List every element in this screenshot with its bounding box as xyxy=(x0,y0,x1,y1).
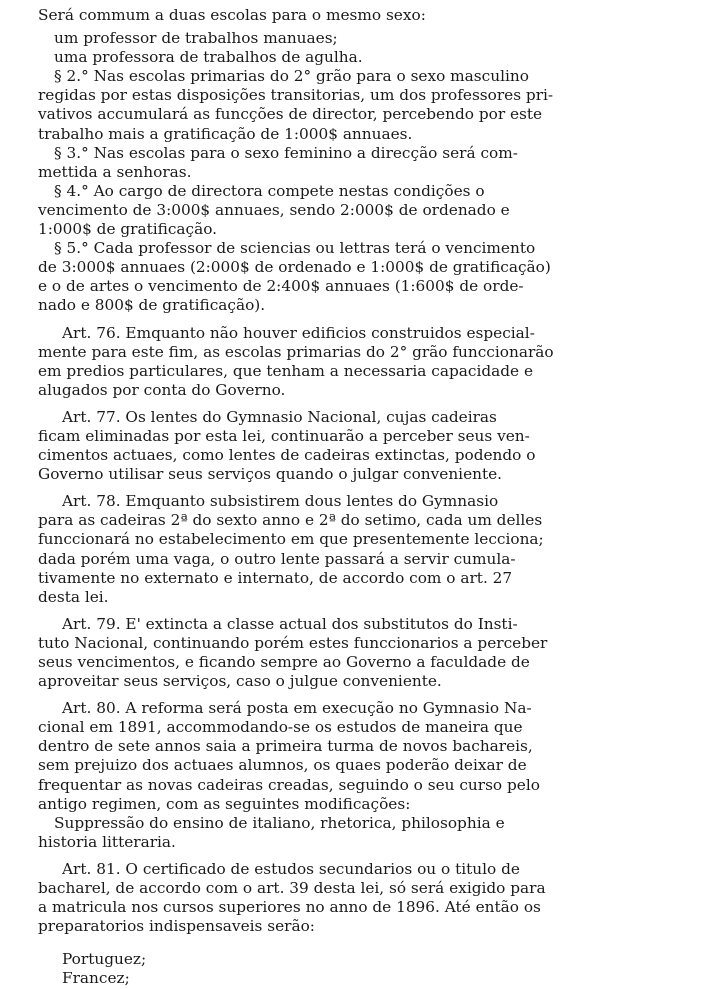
text-line: Art. 81. O certificado de estudos secundarios ou o titulo de xyxy=(62,859,520,878)
text-line: vencimento de 3:000$ annuaes, sendo 2:000$ de ordenado e xyxy=(38,200,510,219)
text-line: Art. 77. Os lentes do Gymnasio Nacional, cujas cadeiras xyxy=(62,407,497,426)
text-line: dentro de sete annos saia a primeira turma de novos bachareis, xyxy=(38,737,533,756)
text-line: Será commum a duas escolas para o mesmo sexo: xyxy=(38,6,426,24)
text-line: uma professora de trabalhos de agulha. xyxy=(54,48,363,67)
text-line: cional em 1891, accommodando-se os estudos de maneira que xyxy=(38,718,523,737)
text-line: um professor de trabalhos manuaes; xyxy=(54,29,338,48)
text-line: historia litteraria. xyxy=(38,832,176,851)
text-line: Francez; xyxy=(62,969,130,988)
text-line: Suppressão do ensino de italiano, rhetorica, philosophia e xyxy=(54,813,505,832)
text-line: tuto Nacional, continuando porém estes funccionarios a perceber xyxy=(38,633,548,652)
text-line: dada porém uma vaga, o outro lente passará a servir cumula- xyxy=(38,549,516,568)
text-line: antigo regimen, com as seguintes modificações: xyxy=(38,794,411,813)
text-line: Art. 79. E' extincta a classe actual dos substitutos do Insti- xyxy=(62,614,518,633)
text-line: 1:000$ de gratificação. xyxy=(38,220,218,239)
text-line: sem prejuizo dos actuaes alumnos, os quaes poderão deixar de xyxy=(38,756,527,775)
text-line: e o de artes o vencimento de 2:400$ annuaes (1:600$ de orde- xyxy=(38,277,524,296)
text-line: Governo utilisar seus serviços quando o julgar conveniente. xyxy=(38,465,503,484)
text-line: de 3:000$ annuaes (2:000$ de ordenado e 1:000$ de gratificação) xyxy=(38,258,551,277)
text-line: seus vencimentos, e ficando sempre ao Governo a faculdade de xyxy=(38,653,530,671)
text-line: desta lei. xyxy=(38,587,109,606)
text-line: cimentos actuaes, como lentes de cadeiras extinctas, podendo o xyxy=(38,446,536,465)
text-line: em predios particulares, que tenham a necessaria capacidade e xyxy=(38,361,534,380)
text-line: aproveitar seus serviços, caso o julgue conveniente. xyxy=(38,672,442,691)
text-line: Art. 76. Emquanto não houver edificios construidos especial- xyxy=(62,323,535,342)
text-line: nado e 800$ de gratificação). xyxy=(38,296,266,315)
text-line: § 2.° Nas escolas primarias do 2° grão para o sexo masculino xyxy=(54,67,529,86)
text-line: alugados por conta do Governo. xyxy=(38,380,286,399)
text-line: para as cadeiras 2ª do sexto anno e 2ª do setimo, cada um delles xyxy=(38,511,543,530)
text-line: regidas por estas disposições transitorias, um dos professores pri- xyxy=(38,86,554,105)
text-line: Art. 80. A reforma será posta em execução no Gymnasio Na- xyxy=(62,699,532,718)
text-line: ficam eliminadas por esta lei, continuarão a perceber seus ven- xyxy=(38,426,530,445)
text-line: preparatorios indispensaveis serão: xyxy=(38,917,315,936)
text-line: frequentar as novas cadeiras creadas, seguindo o seu curso pelo xyxy=(38,775,540,794)
text-line: § 4.° Ao cargo de directora compete nestas condições o xyxy=(54,181,485,200)
text-line: funccionará no estabelecimento em que presentemente lecciona; xyxy=(38,530,544,549)
text-line: mente para este fim, as escolas primarias do 2° grão funccionarão xyxy=(38,342,554,361)
text-line: vativos accumulará as funcções de director, percebendo por este xyxy=(38,105,543,124)
text-line: tivamente no externato e internato, de accordo com o art. 27 xyxy=(38,568,513,587)
text-line: § 3.° Nas escolas para o sexo feminino a direcção será com- xyxy=(54,143,518,162)
text-line: § 5.° Cada professor de sciencias ou lettras terá o vencimento xyxy=(54,239,536,258)
text-line: trabalho mais a gratificação de 1:000$ annuaes. xyxy=(38,124,413,143)
text-line: Art. 78. Emquanto subsistirem dous lentes do Gymnasio xyxy=(62,492,499,511)
text-line: a matricula nos cursos superiores no anno de 1896. Até então os xyxy=(38,898,541,917)
document-text xyxy=(38,6,594,989)
text-line: bacharel, de accordo com o art. 39 desta lei, só será exigido para xyxy=(38,879,546,898)
text-line: Portuguez; xyxy=(62,950,147,969)
text-line: mettida a senhoras. xyxy=(38,162,192,181)
